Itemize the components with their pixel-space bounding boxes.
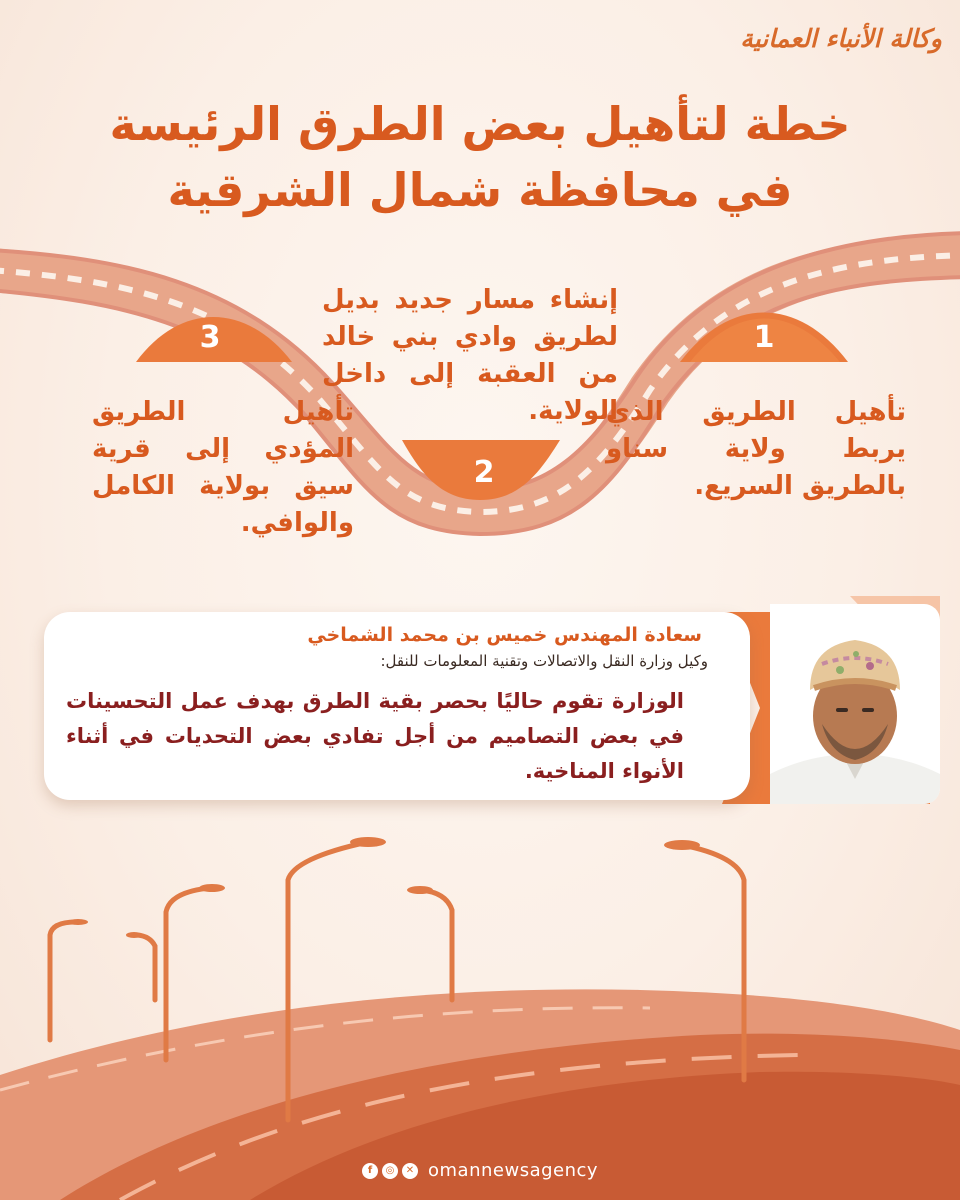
item-1-text: تأهيل الطريق الذي يربط ولاية سناو بالطريق السريع.: [606, 397, 906, 501]
quote-text: الوزارة تقوم حاليًا بحصر بقية الطرق بهدف عمل التحسينات في بعض التصاميم من أجل تفادي بعض التحديات في أثناء الأنواء المناخية.: [66, 689, 684, 783]
social-footer: [362, 1158, 602, 1184]
facebook-icon[interactable]: f: [362, 1163, 378, 1179]
item-3-text: تأهيل الطريق المؤدي إلى قرية سيق بولاية الكامل والوافي.: [92, 397, 354, 538]
x-icon[interactable]: ✕: [402, 1163, 418, 1179]
badge-number-3: 3: [199, 320, 221, 355]
speaker-role: وكيل وزارة النقل والاتصالات وتقنية المعلومات للنقل:: [380, 652, 708, 670]
social-handle[interactable]: omannewsagency: [428, 1160, 599, 1181]
speaker-name: سعادة المهندس خميس بن محمد الشماخي: [307, 624, 702, 646]
agency-logo: وكالة الأنباء العمانية: [740, 24, 942, 53]
badge-number-1: 1: [753, 320, 775, 355]
page-title-line-2: في محافظة شمال الشرقية: [167, 163, 793, 217]
page-title-line-1: خطة لتأهيل بعض الطرق الرئيسة: [109, 97, 851, 151]
badge-number-2: 2: [473, 455, 495, 490]
item-2-text: إنشاء مسار جديد بديل لطريق وادي بني خالد من العقبة إلى داخل الولاية.: [322, 285, 618, 426]
instagram-icon[interactable]: ◎: [382, 1163, 398, 1179]
quote-card: [44, 612, 750, 800]
lamp-heads: [68, 837, 700, 938]
speaker-photo: [770, 604, 940, 804]
